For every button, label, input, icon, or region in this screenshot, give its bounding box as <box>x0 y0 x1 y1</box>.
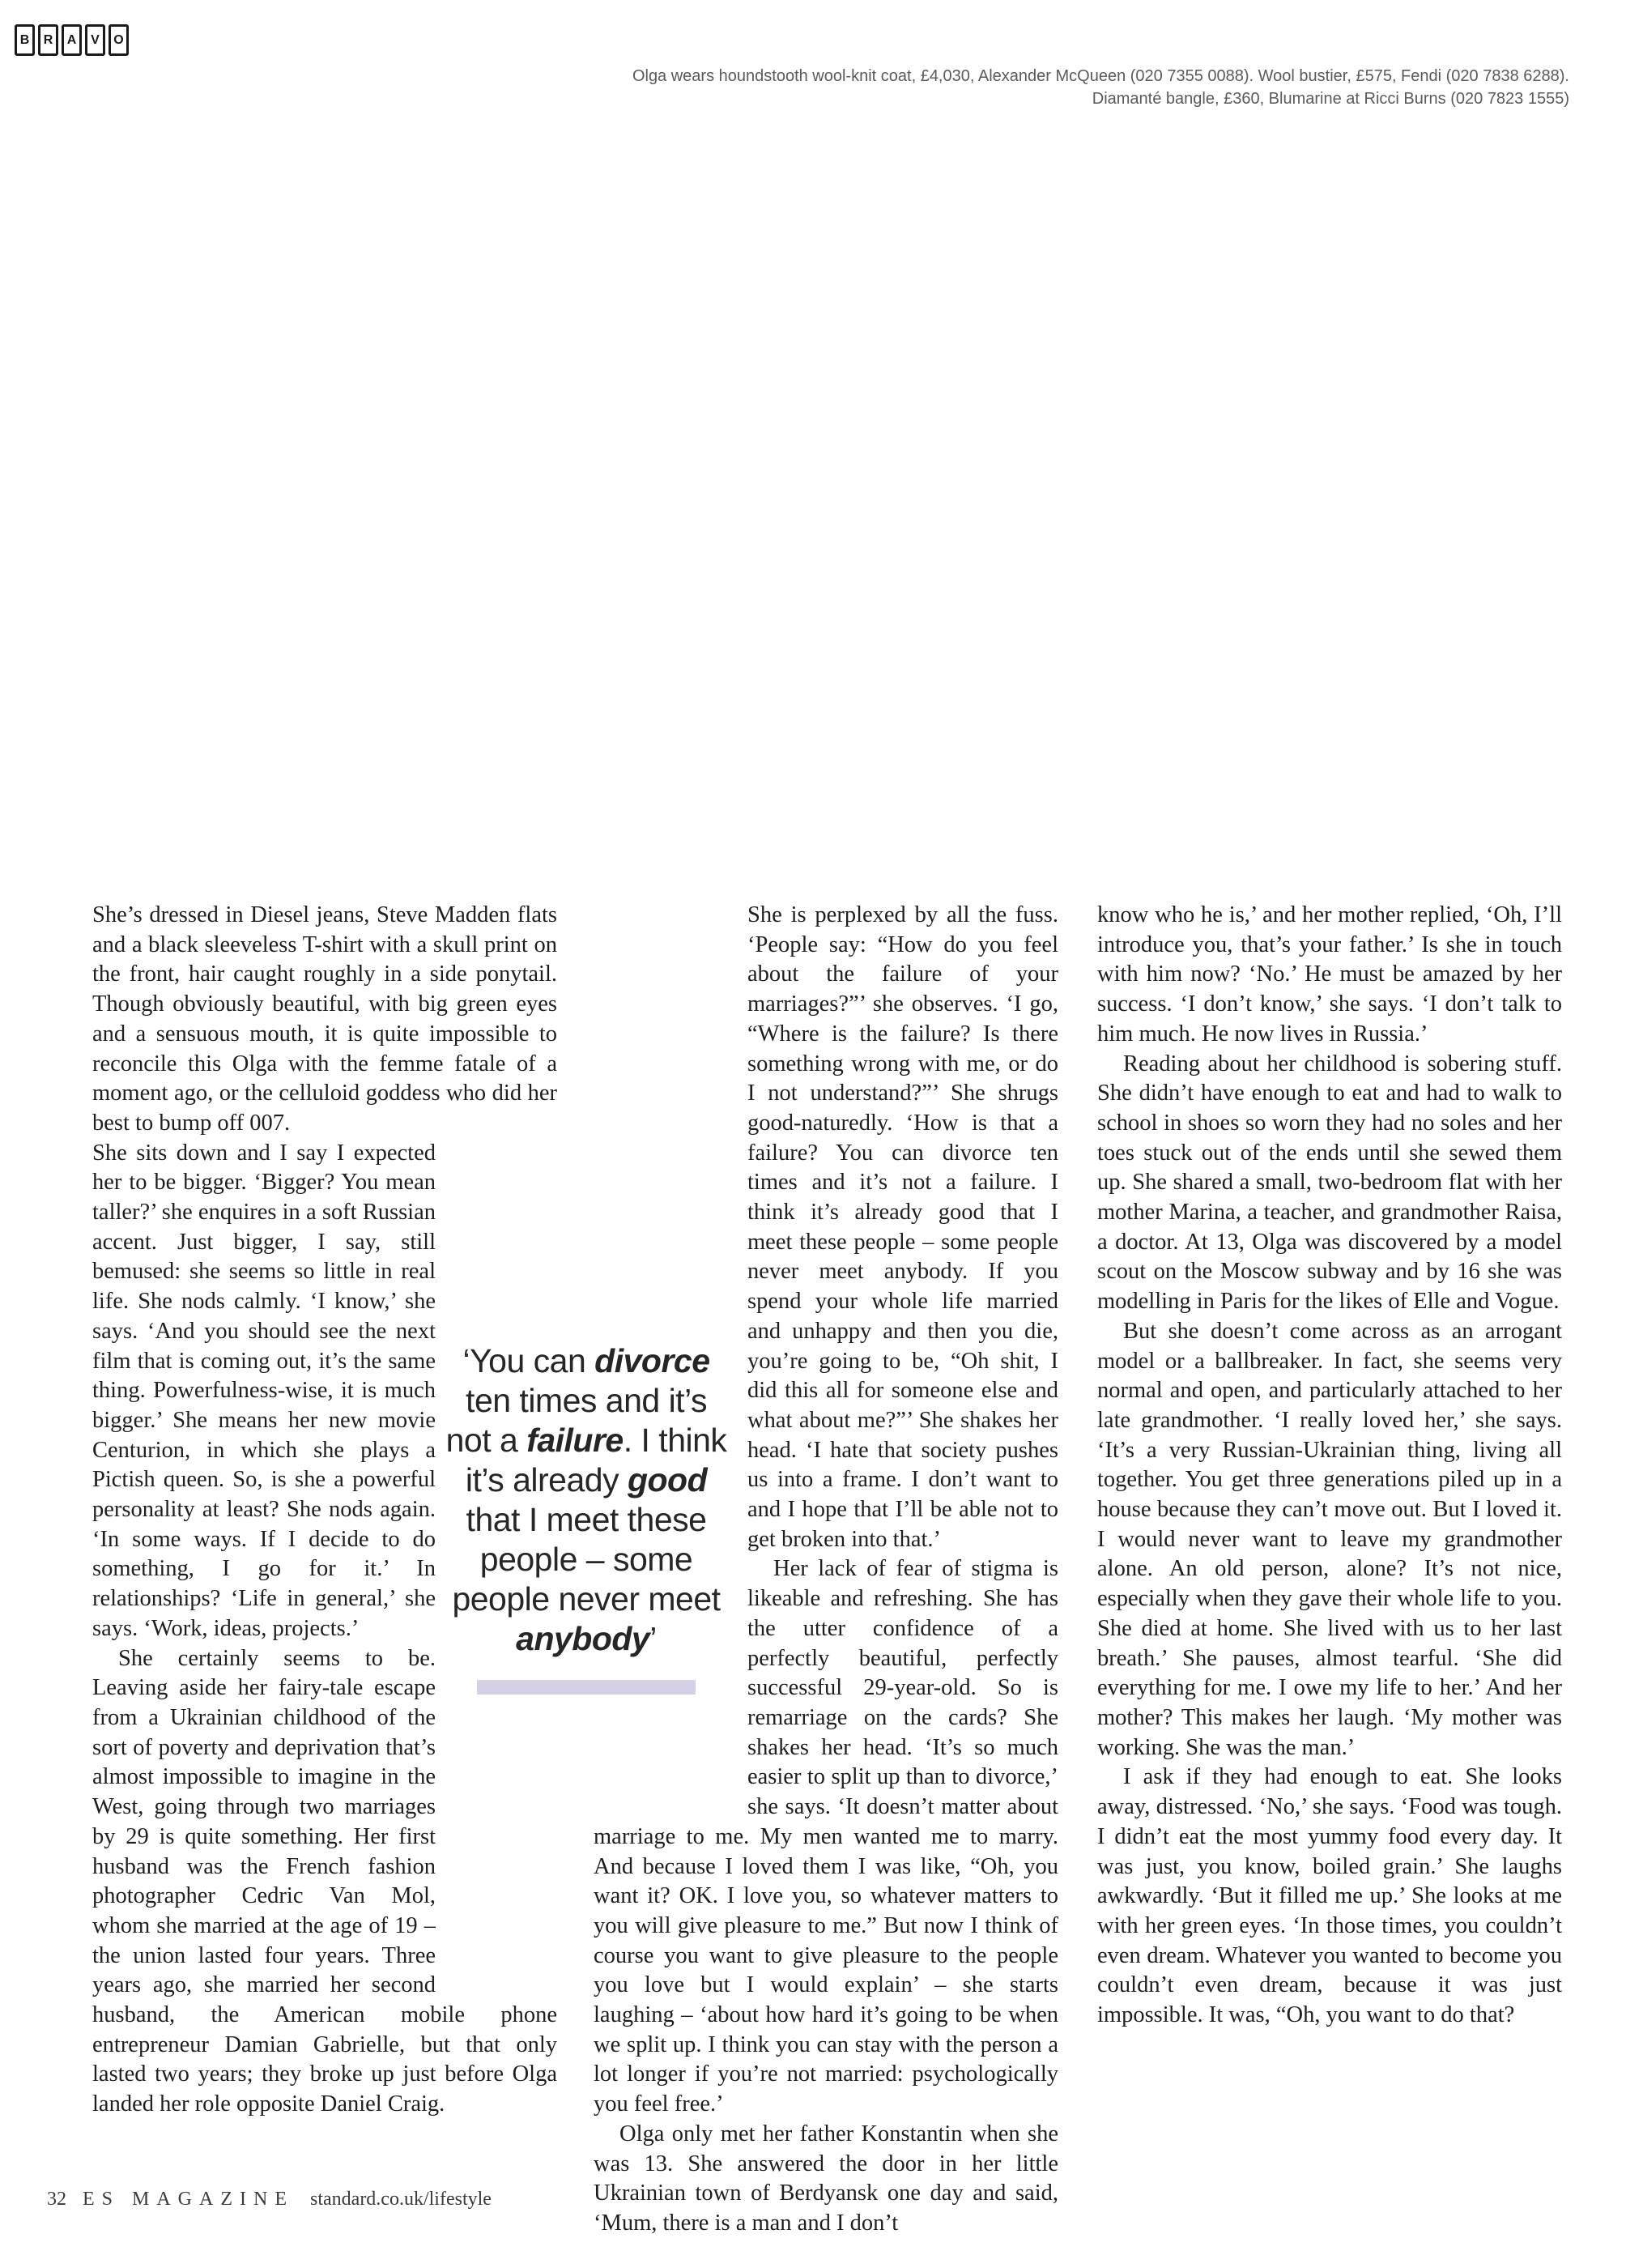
caption-line: Olga wears houndstooth wool-knit coat, £4,030, Alexander McQueen (020 7355 0088). Wool bustier, £575, Fendi (020 7838 6288). <box>632 67 1569 85</box>
page-number: 32 <box>47 2189 66 2210</box>
caption-line: Diamanté bangle, £360, Blumarine at Ricci Burns (020 7823 1555) <box>1092 90 1569 108</box>
logo-letter: O <box>109 24 129 56</box>
pull-quote-emphasis: divorce <box>594 1342 710 1379</box>
logo-letter: B <box>15 24 35 56</box>
pull-quote-emphasis: failure <box>526 1422 624 1459</box>
paragraph: She’s dressed in Diesel jeans, Steve Madden flats and a black sleeveless T-shirt with a skull print on the front, hair caught roughly in a side ponytail. Though obviously beautiful, with big green eyes and a sensuous mouth, it is quite impossible to reconcile this Olga with the femme fatale of a moment ago, or the celluloid goddess who did her best to bump off 007. <box>92 902 557 1136</box>
pull-quote-text: that I meet these people – some people never meet <box>452 1501 721 1618</box>
page-footer <box>47 2187 492 2211</box>
paragraph: Reading about her childhood is sobering stuff. She didn’t have enough to eat and had to walk to school in shoes so worn they had no soles and her toes stuck out of the ends until she sewed them up. She shared a small, two-bedroom flat with her mother Marina, a teacher, and grandmother Raisa, a doctor. At 13, Olga was discovered by a model scout on the Moscow subway and by 16 she was modelling in Paris for the likes of Elle and Vogue. <box>1097 1051 1562 1315</box>
paragraph: I ask if they had enough to eat. She looks away, distressed. ‘No,’ she says. ‘Food was tough. I didn’t eat the most yummy food every day. It was just, you know, boiled grain.’ She laughs awkwardly. ‘But it filled me up.’ She looks at me with her green eyes. ‘In those times, you couldn’t even dream. Whatever you wanted to become you couldn’t even dream, because it was just impossible. It was, “Oh, you want to do that? <box>1097 1764 1562 2028</box>
website-url: standard.co.uk/lifestyle <box>310 2189 492 2210</box>
paragraph: But she doesn’t come across as an arrogant model or a ballbreaker. In fact, she seems very normal and open, and particularly attached to her late grandmother. ‘I really loved her,’ she says. ‘It’s a very Russian-Ukrainian thing, living all together. You get three generations piled up in a house because they can’t move out. But I loved it. I would never want to leave my grandmother alone. An old person, alone? It’s not nice, especially when they gave their whole life to you. She died at home. She lived with us to her last breath.’ She pauses, almost tearful. ‘She did everything for me. I owe my life to her.’ And her mother? This makes her laugh. ‘My mother was working. She was the man.’ <box>1097 1318 1562 1760</box>
pull-quote-emphasis: good <box>627 1461 708 1498</box>
pull-quote-rule <box>477 1680 696 1695</box>
logo-letter: V <box>85 24 105 56</box>
paragraph: She certainly seems to be. Leaving aside her fairy-tale escape from a Ukrainian childhood of the sort of poverty and deprivation that’s almost impossible to imagine in the West, going through two marriages by 29 is quite something. Her first husband was the French fashion photographer Cedric Van Mol, whom she married at the age of 19 – the union lasted four years. Three years ago, she married her second husband, the American mobile phone entrepreneur Damian Gabrielle, but that only lasted two years; they broke up just before Olga landed her role opposite Daniel Craig. <box>92 1645 557 2117</box>
pull-quote <box>437 1336 735 1706</box>
paragraph: Her lack of fear of stigma is likeable and refreshing. She has the utter confidence of a perfectly beautiful, perfectly successful 29-year-old. So is remarriage on the cards? She shakes her head. ‘It’s so much easier to split up than to divorce,’ she says. ‘It doesn’t matter about marriage to me. My men wanted me to marry. And because I loved them I was like, “Oh, you want it? OK. I love you, so whatever matters to you will give pleasure to me.” But now I think of course you want to give pleasure to the people you love but I would explain’ – she starts laughing – ‘about how hard it’s going to be when we split up. I think you can stay with the person a lot longer if you’re not married: psychologically you feel free.’ <box>594 1556 1058 2117</box>
pull-quote-text: . I think it’s already <box>465 1422 727 1498</box>
paragraph: know who he is,’ and her mother replied, ‘Oh, I’ll introduce you, that’s your father.’ Is she in touch with him now? ‘No.’ He must be amazed by her success. ‘I don’t know,’ she says. ‘I don’t talk to him much. He now lives in Russia.’ <box>1097 902 1562 1047</box>
logo-letter: R <box>38 24 58 56</box>
paragraph: She sits down and I say I expected her to be bigger. ‘Bigger? You mean taller?’ she enquires in a soft Russian accent. Just bigger, I say, still bemused: she seems so little in real life. She nods calmly. ‘I know,’ she says. ‘And you should see the next film that is coming out, it’s the same thing. Powerfulness-wise, it is much bigger.’ She means her new movie Centurion, in which she plays a Pictish queen. So, is she a powerful personality at least? She nods again. ‘In some ways. If I decide to do something, I go for it.’ In relationships? ‘Life in general,’ she says. ‘Work, ideas, projects.’ <box>92 1140 436 1641</box>
pull-quote-emphasis: anybody <box>516 1620 650 1657</box>
section-logo <box>15 24 129 56</box>
pull-quote-text: ’ <box>649 1620 657 1657</box>
paragraph: She is perplexed by all the fuss. ‘People say: “How do you feel about the failure of your marriages?”’ she observes. ‘I go, “Where is the failure? Is there something wrong with me, or do I not understand?”’ She shrugs good-naturedly. ‘How is that a failure? You can divorce ten times and it’s not a failure. I think it’s already good that I meet these people – some people never meet anybody. If you spend your whole life married and unhappy and then you die, you’re going to be, “Oh shit, I did this all for someone else and what about me?”’ She shakes her head. ‘I hate that society pushes us into a frame. I don’t want to and I hope that I’ll be able not to get broken into that.’ <box>747 902 1058 1552</box>
paragraph: Olga only met her father Konstantin when she was 13. She answered the door in her little Ukrainian town of Berdyansk one day and said, ‘Mum, there is a man and I don’t <box>594 2121 1058 2236</box>
article-column-3 <box>1097 901 1562 2031</box>
pull-quote-text: ten times and it’s not a <box>445 1382 707 1459</box>
fashion-credit-caption <box>355 65 1569 110</box>
magazine-name: ES MAGAZINE <box>83 2189 294 2210</box>
pull-quote-text: ‘You can <box>462 1342 595 1379</box>
logo-letter: A <box>62 24 82 56</box>
